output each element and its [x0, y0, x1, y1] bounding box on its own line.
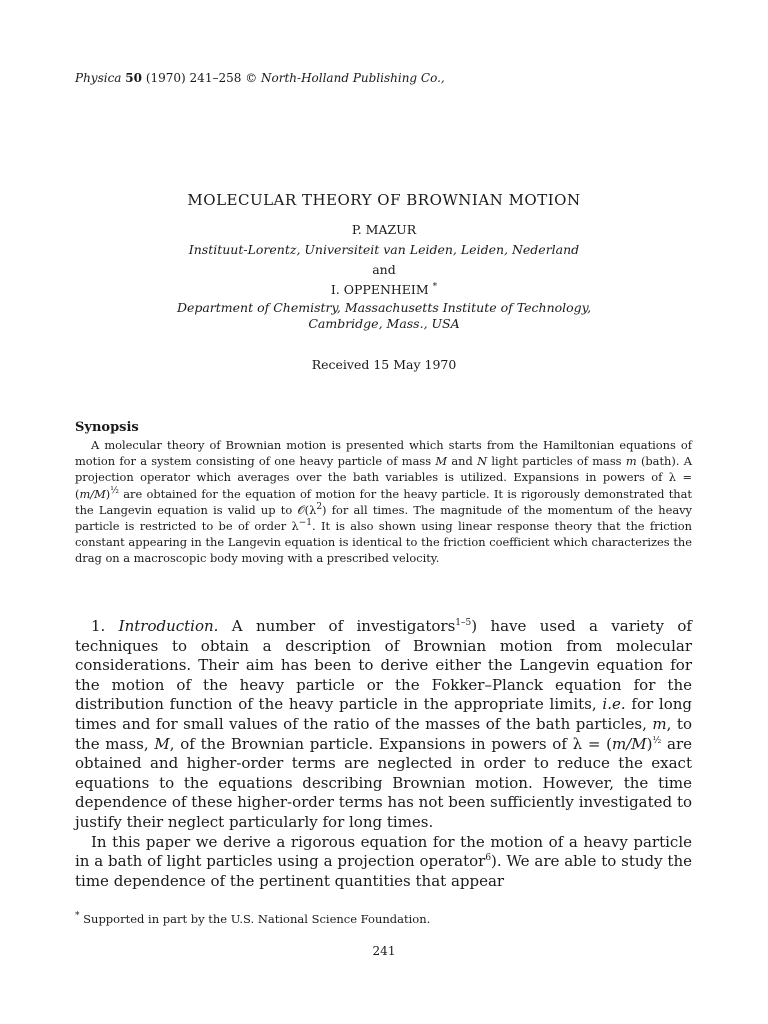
author-affiliation-1: Instituut-Lorentz, Universiteit van Leiden, Leiden, Nederland — [188, 242, 580, 257]
introduction-paragraph-1: 1. Introduction. A number of investigators$^{1-5}$) have used a variety of techniques to obtain a description of Brownian motion from molecular considerations. Their aim has been to derive either the Langevin equation for the motion of the heavy particle or the Fokker–Planck equation for the distribution function of the heavy particle in the appropriate limits, i.e. for long times and for small values of the ratio of the masses of the bath particles, m, to the mass, M, of the Brownian particle. Expansions in powers of $\lambda = (m/M)^{\frac{1}{2}}$ are obtained and higher-order terms are neglected in order to reduce the exact equations to the equations describing Brownian motion. However, the time dependence of these higher-order terms has not been sufficiently investigated to justify their neglect particularly for long times. — [75, 617, 692, 831]
citation-ref: 1–5 — [455, 618, 472, 628]
author-name-2-line — [0, 282, 768, 298]
footnote-mark: * — [75, 911, 80, 922]
synopsis-paragraph: A molecular theory of Brownian motion is presented which starts from the Hamiltonian equations of motion for a system consisting of one heavy particle of mass M and N light particles of mass m (bath). A projection operator which averages over the bath variables is utilized. Expansions in powers of $\lambda = (m/M)^{\frac{1}{2}}$ are obtained for the equation of motion for the heavy particle. It is rigorously demonstrated that the Langevin equation is valid up to $𝒪(\lambda^2)$ for all times. The magnitude of the momentum of the heavy particle is restricted to be of order $\lambda^{-1}$. It is also shown using linear response theory that the friction constant appearing in the Langevin equation is identical to the friction coefficient which characterizes the drag on a macroscopic body moving with a prescribed velocity. — [75, 438, 693, 566]
introduction-paragraph-2: In this paper we derive a rigorous equation for the motion of a heavy particle in a bath of light particles using a projection operator$^6$). We are able to study the time dependence of the pertinent quantities that appear — [75, 832, 692, 890]
journal-pages: 241–258 — [189, 71, 242, 85]
synopsis-heading: Synopsis — [75, 420, 139, 435]
journal-volume: 50 — [125, 71, 142, 85]
introduction-section — [75, 617, 692, 891]
author-conjunction: and — [372, 262, 396, 277]
received-date: Received 15 May 1970 — [311, 357, 457, 372]
author-affiliation-2b: Cambridge, Mass., USA — [308, 316, 460, 331]
journal-year: (1970) — [145, 71, 186, 85]
section-heading: Introduction. — [118, 617, 219, 635]
paper-title: MOLECULAR THEORY OF BROWNIAN MOTION — [187, 191, 581, 209]
journal-publisher: © North-Holland Publishing Co., — [245, 71, 445, 85]
author-footnote-mark: * — [432, 281, 438, 292]
section-number: 1. — [91, 617, 106, 635]
journal-citation-header — [75, 70, 695, 86]
journal-name: Physica — [75, 71, 122, 85]
author-affiliation-2a: Department of Chemistry, Massachusetts Institute of Technology, — [176, 300, 592, 315]
citation-ref: 6 — [485, 853, 492, 864]
author-name-1: P. MAZUR — [351, 222, 417, 237]
page-number: 241 — [372, 944, 396, 958]
footnote-text: Supported in part by the U.S. National Science Foundation. — [79, 912, 431, 926]
footnote — [75, 912, 692, 927]
author-name-2: I. OPPENHEIM — [330, 282, 429, 297]
